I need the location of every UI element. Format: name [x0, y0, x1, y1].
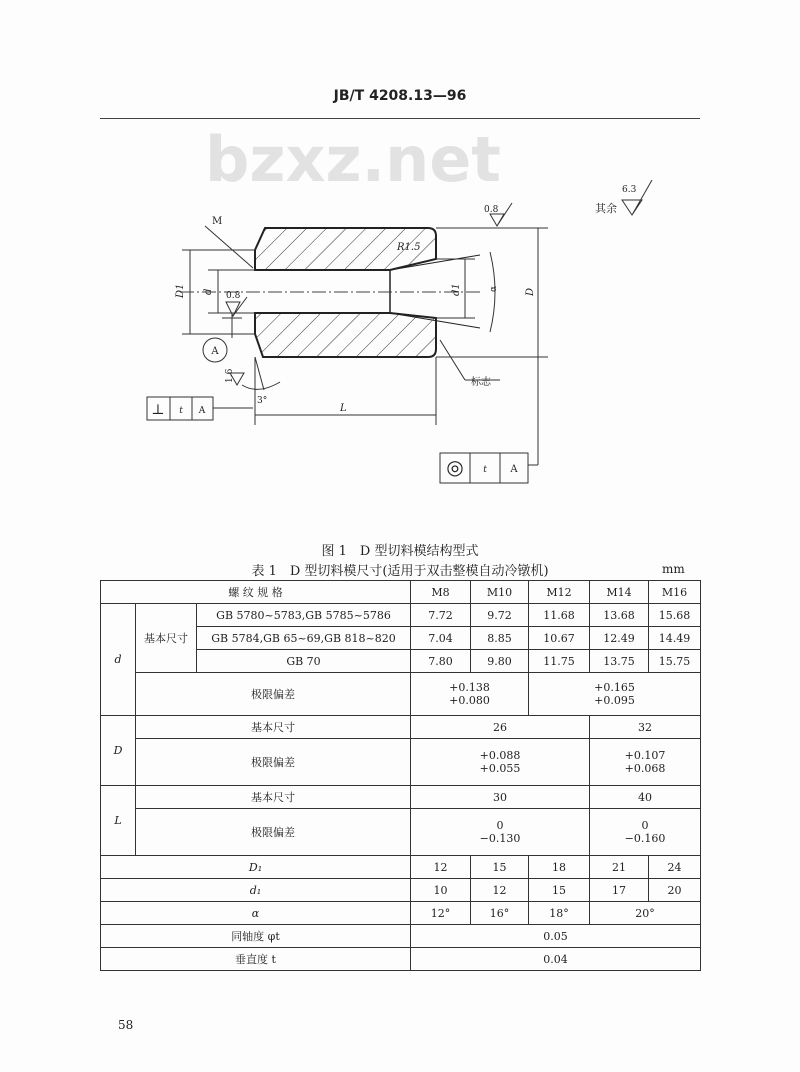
value-cell: 7.80 — [411, 650, 471, 673]
lower-dev: +0.080 — [449, 694, 490, 707]
header-col: M12 — [529, 581, 590, 604]
page-number: 58 — [118, 1018, 134, 1032]
value-cell: 8.85 — [471, 627, 529, 650]
deviation-label: 极限偏差 — [136, 739, 411, 786]
perpendicularity-icon: ⊥ — [151, 402, 165, 418]
table-row — [101, 739, 701, 786]
value-cell: 10.67 — [529, 627, 590, 650]
value-cell: 9.72 — [471, 604, 529, 627]
table-row — [101, 716, 701, 739]
upper-dev: 0 — [496, 819, 504, 832]
row-label: 同轴度 φt — [101, 925, 411, 948]
deviation-label: 极限偏差 — [136, 673, 411, 716]
table-row — [101, 809, 701, 856]
value-cell: 12° — [411, 902, 471, 925]
value-cell: 15 — [529, 879, 590, 902]
spec-cell: GB 5784,GB 65~69,GB 818~820 — [197, 627, 411, 650]
table-row — [101, 948, 701, 971]
value-cell: 12 — [411, 856, 471, 879]
row-label: 垂直度 t — [101, 948, 411, 971]
roughness-bore: 0.8 — [226, 291, 241, 301]
value-cell: 17 — [590, 879, 649, 902]
value-cell: 10 — [411, 879, 471, 902]
coax-tol: t — [483, 465, 487, 475]
header-col: M10 — [471, 581, 529, 604]
value-cell: 20 — [649, 879, 701, 902]
value-cell: 26 — [411, 716, 590, 739]
table-row — [101, 786, 701, 809]
part-section — [180, 228, 480, 357]
deviation-cell — [411, 739, 590, 786]
standard-number: JB/T 4208.13—96 — [333, 88, 467, 104]
upper-dev: +0.088 — [479, 749, 521, 762]
coaxiality-frame — [440, 453, 528, 483]
label-alpha: α — [489, 285, 499, 292]
value-cell: 0.04 — [411, 948, 701, 971]
value-cell: 11.68 — [529, 604, 590, 627]
watermark: bzxz.net — [205, 123, 501, 196]
table-row — [101, 604, 701, 627]
value-cell: 0.05 — [411, 925, 701, 948]
header-spec: 螺 纹 规 格 — [101, 581, 411, 604]
lower-dev: +0.055 — [479, 762, 521, 775]
spec-cell: GB 5780~5783,GB 5785~5786 — [197, 604, 411, 627]
dimension-table — [100, 580, 701, 971]
coax-datum: A — [510, 464, 518, 475]
deviation-cell — [411, 809, 590, 856]
deviation-cell — [529, 673, 701, 716]
lower-dev: −0.130 — [479, 832, 521, 845]
value-cell: 16° — [471, 902, 529, 925]
upper-dev: +0.165 — [594, 681, 635, 694]
deviation-cell — [590, 739, 701, 786]
other-roughness-value: 6.3 — [622, 185, 637, 195]
row-group-label: D — [101, 716, 136, 786]
table-row — [101, 856, 701, 879]
label-d1: d1 — [451, 283, 462, 296]
label-l: L — [340, 403, 347, 414]
upper-dev: 0 — [641, 819, 649, 832]
header-col: M8 — [411, 581, 471, 604]
value-cell: 15.75 — [649, 650, 701, 673]
unit-label: mm — [662, 562, 685, 576]
roughness-face: 1.6 — [225, 368, 235, 383]
row-label: d₁ — [101, 879, 411, 902]
table-row — [101, 902, 701, 925]
upper-dev: +0.138 — [449, 681, 490, 694]
perp-datum: A — [198, 406, 206, 416]
value-cell: 14.49 — [649, 627, 701, 650]
value-cell: 24 — [649, 856, 701, 879]
value-cell: 7.04 — [411, 627, 471, 650]
label-big-d: D — [525, 287, 536, 296]
value-cell: 12 — [471, 879, 529, 902]
technical-drawing — [0, 0, 800, 520]
label-d1-outer: D1 — [175, 283, 186, 298]
lower-dev: +0.068 — [624, 762, 666, 775]
row-group-label: L — [101, 786, 136, 856]
other-roughness-label: 其余 — [595, 202, 617, 215]
value-cell: 13.68 — [590, 604, 649, 627]
roughness-top: 0.8 — [484, 205, 499, 215]
row-label: D₁ — [101, 856, 411, 879]
value-cell: 18 — [529, 856, 590, 879]
basic-size-label: 基本尺寸 — [136, 786, 411, 809]
table-row — [101, 879, 701, 902]
header-col: M14 — [590, 581, 649, 604]
value-cell: 20° — [590, 902, 701, 925]
table-row — [101, 673, 701, 716]
value-cell: 30 — [411, 786, 590, 809]
coaxiality-icon: ◎ — [446, 455, 464, 479]
perpendicularity-frame — [147, 397, 213, 420]
row-group-label: d — [101, 604, 136, 716]
value-cell: 7.72 — [411, 604, 471, 627]
deviation-cell — [590, 809, 701, 856]
value-cell: 15 — [471, 856, 529, 879]
label-angle: 3° — [257, 396, 268, 406]
datum-label: A — [211, 346, 219, 357]
value-cell: 32 — [590, 716, 701, 739]
value-cell: 12.49 — [590, 627, 649, 650]
perp-tol: t — [179, 406, 183, 416]
table-caption: 表 1 D 型切料模尺寸(适用于双击整模自动冷镦机) — [251, 564, 549, 579]
value-cell: 9.80 — [471, 650, 529, 673]
table-row — [101, 925, 701, 948]
figure-caption: 图 1 D 型切料模结构型式 — [321, 544, 479, 559]
upper-dev: +0.107 — [624, 749, 666, 762]
value-cell: 21 — [590, 856, 649, 879]
label-mark: 标志 — [471, 377, 491, 388]
basic-size-label: 基本尺寸 — [136, 604, 197, 673]
table-header-row — [101, 581, 701, 604]
lower-dev: +0.095 — [594, 694, 635, 707]
value-cell: 40 — [590, 786, 701, 809]
value-cell: 18° — [529, 902, 590, 925]
value-cell: 11.75 — [529, 650, 590, 673]
basic-size-label: 基本尺寸 — [136, 716, 411, 739]
deviation-cell — [411, 673, 529, 716]
label-d: d — [203, 288, 214, 295]
label-radius: R1.5 — [397, 242, 421, 253]
deviation-label: 极限偏差 — [136, 809, 411, 856]
row-label: α — [101, 902, 411, 925]
spec-cell: GB 70 — [197, 650, 411, 673]
label-m: M — [212, 216, 223, 227]
value-cell: 15.68 — [649, 604, 701, 627]
lower-dev: −0.160 — [624, 832, 666, 845]
header-col: M16 — [649, 581, 701, 604]
value-cell: 13.75 — [590, 650, 649, 673]
